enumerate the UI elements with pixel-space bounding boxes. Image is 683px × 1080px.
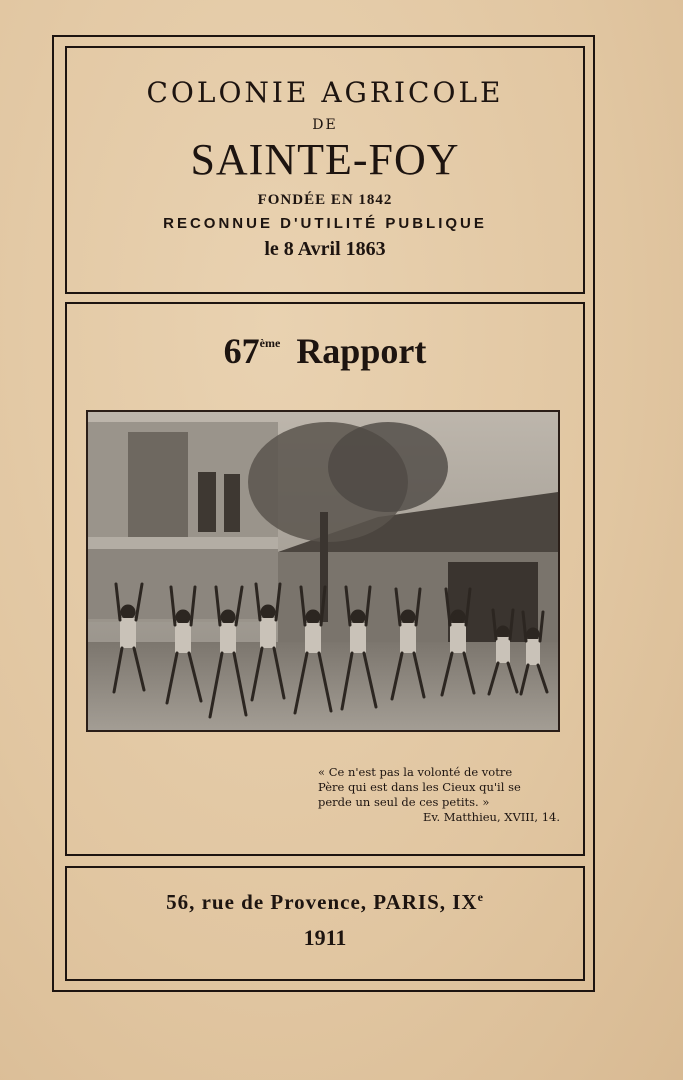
gymnastics-photo (86, 410, 560, 732)
footer-address (65, 890, 585, 915)
quote-line-1: « Ce n'est pas la volonté de votre (318, 765, 513, 779)
bible-quote (318, 765, 564, 825)
header-line-founded: FONDÉE EN 1842 (257, 192, 393, 208)
quote-line-3: perde un seul de ces petits. » (318, 795, 490, 809)
header-title-sainte-foy: SAINTE-FOY (190, 135, 460, 184)
report-title (65, 330, 585, 372)
photo-illustration (88, 412, 558, 730)
report-suffix: ème (259, 336, 281, 350)
quote-reference: Ev. Matthieu, XVIII, 14. (422, 810, 560, 824)
quote-line-2: Père qui est dans les Cieux qu'il se (318, 780, 521, 794)
header-line-colonie: COLONIE AGRICOLE (146, 76, 504, 109)
report-number: 67 (223, 331, 260, 371)
report-word: Rapport (296, 331, 427, 371)
header-line-date: le 8 Avril 1863 (264, 238, 386, 260)
header-line-de: DE (312, 117, 338, 133)
address-text: 56, rue de Provence, PARIS, IX (166, 890, 478, 914)
address-superscript: e (477, 890, 484, 904)
footer-frame (65, 866, 585, 981)
header-line-recognized: RECONNUE D'UTILITÉ PUBLIQUE (163, 215, 487, 232)
footer-year: 1911 (303, 925, 347, 950)
